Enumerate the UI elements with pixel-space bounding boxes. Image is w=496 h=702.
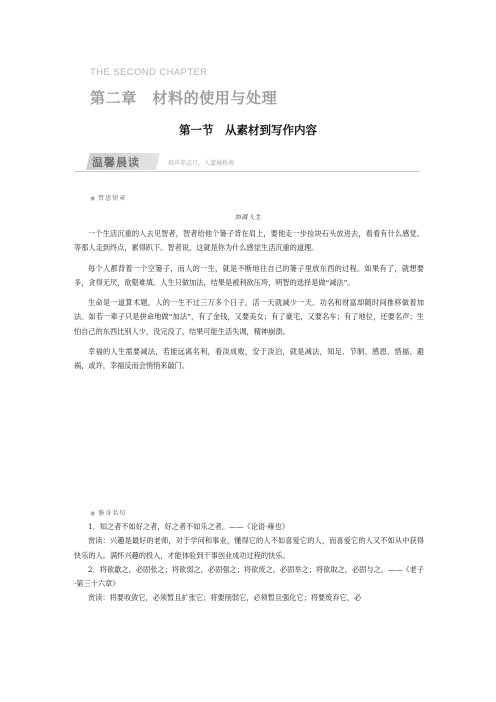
quotes-body [74,520,424,606]
bullet-icon: ◉ [90,510,96,517]
chapter-title: 第二章 材料的使用与处理 [90,89,278,107]
essay-paragraph: 幸福的人生需要减法，若能远离名利，看淡成败，安于淡泊，就是减法，知足、节制、感恩、惜福、避祸，或许，幸福反而会悄悄来敲门。 [74,347,424,371]
essay-title: 加减人生 [234,214,262,221]
chapter-english-title: THE SECOND CHAPTER [90,67,208,78]
quote-appreciation: 赏读：兴趣是最好的老师，对于学问和事业，懂得它的人不如喜爱它的人，而喜爱它的人又不如从中获得快乐的人。满怀兴趣的投入，才能体验到干事创业成功过程的快乐。 [74,536,424,560]
essay-paragraph: 每个人都背着一个空篓子，而人的一生，就是不断地往自己的篓子里放东西的过程。如果有了，就想要多，贪得无厌，欲壑难填。人生只做加法，结果是被利欲压垮，明智的选择是做“减法”。 [74,263,424,287]
essay-paragraph: 生命是一道算术题，人的一生不过三万多个日子，活一天就减少一天。功名和财富却随时间推移做着加法。如若一辈子只是拼命地做“加法”，有了金钱，又要美女；有了豪宅，又要名车；有了地位，还要名声；生怕自己的东西比别人少，没完没了，结果可能生活失调，精神崩溃。 [74,298,424,336]
quote-appreciation: 赏读：将要收敛它，必须暂且扩张它；将要削弱它，必须暂且强化它；将要废弃它，必 [88,593,362,603]
bullet-icon: ◉ [90,195,96,202]
quote-line: 2．将欲歙之，必固张之；将欲弱之，必固强之；将欲废之，必固举之；将欲取之，必固与之。——《老子·第三十六章》 [74,564,424,589]
banner-title: 温馨晨读 [92,156,140,169]
morning-reading-banner [74,153,420,172]
philosophy-label: 哲思短章 [98,195,127,202]
essay-paragraph: 一个生活沉重的人去见智者，智者给他个篓子背在肩上，要他走一步捡块石头放进去，看看有什么感觉。等那人走到终点，累得趴下。智者说，这就是你为什么感觉生活沉重的道理。 [74,229,424,253]
section-title: 第一节 从素材到写作内容 [179,123,317,137]
quote-line: 1．知之者不如好之者，好之者不如乐之者。——《论语·雍也》 [88,522,289,531]
quotes-label: 修身名句 [98,510,127,517]
quotes-heading [90,508,126,517]
essay-body [74,227,424,374]
philosophy-heading [90,193,126,202]
banner-subtitle: 培声养志月，人道城桥南 [168,160,235,167]
